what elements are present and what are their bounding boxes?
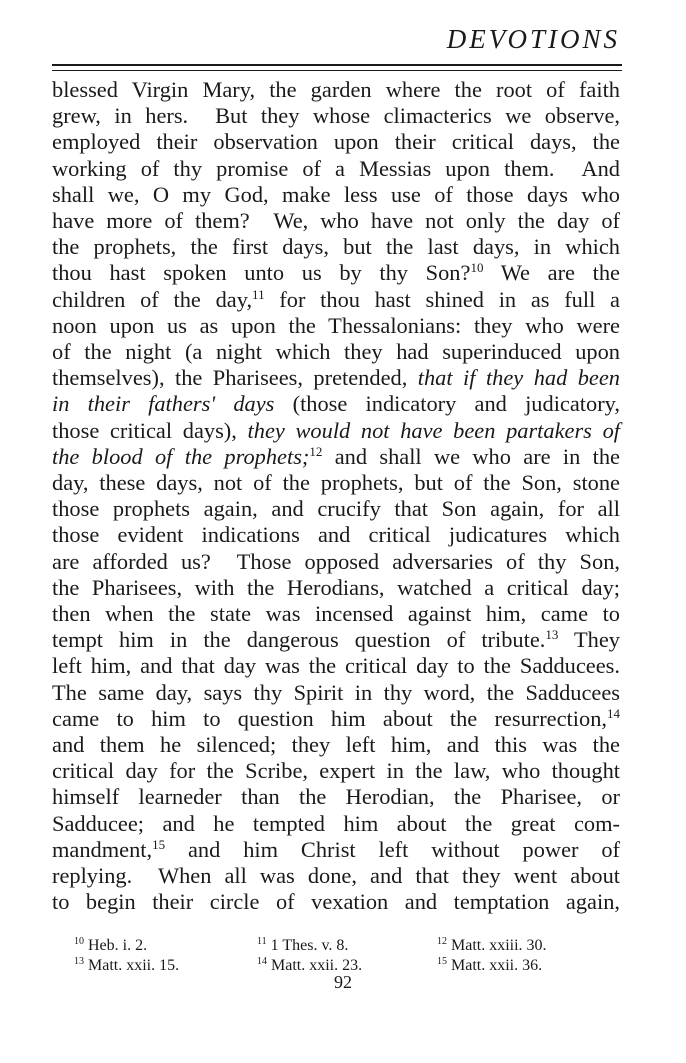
text-line <box>52 287 620 313</box>
text-run: for thou hast shined in as full a <box>264 286 620 312</box>
text-line <box>52 627 620 653</box>
text-run: and them he silenced; they left him, and this was the <box>52 732 620 758</box>
text-run: The same day, says thy Spirit in thy word, the Sadducees <box>52 679 620 705</box>
text-run: (those indicatory and judicatory, <box>274 391 620 417</box>
text-run: We are the <box>483 260 620 286</box>
text-run: themselves), the Pharisees, pretended, <box>52 365 418 391</box>
text-run: children of the day, <box>52 286 253 312</box>
text-line <box>52 182 620 208</box>
text-line <box>52 77 620 103</box>
text-run: replying. When all was done, and that they went about <box>52 863 620 889</box>
text-run: and shall we who are in the <box>322 443 620 469</box>
text-line <box>52 732 620 758</box>
footnote-text: Matt. xxii. 23. <box>271 957 363 974</box>
text-line <box>52 706 620 732</box>
footnote-12 <box>437 936 594 956</box>
note-reference: 12 <box>309 443 323 459</box>
text-run: himself learneder than the Herodian, the Pharisee, or <box>52 784 620 810</box>
text-line <box>52 208 620 234</box>
text-run: critical day for the Scribe, expert in the law, who thought <box>52 758 620 784</box>
text-line <box>52 889 620 915</box>
text-line <box>52 575 620 601</box>
text-line <box>52 601 620 627</box>
footnote-text: Matt. xxiii. 30. <box>451 937 547 954</box>
text-line <box>52 103 620 129</box>
footnote-marker: 12 <box>437 936 447 947</box>
footnote-marker: 15 <box>437 956 447 967</box>
text-run: shall we, O my God, make less use of those days who <box>52 181 620 207</box>
text-line <box>52 653 620 679</box>
italic-text: the blood of the prophets; <box>52 443 310 469</box>
text-line <box>52 234 620 260</box>
body-text <box>52 77 620 916</box>
text-run: working of thy promise of a Messias upon them. And <box>52 155 620 181</box>
text-run: blessed Virgin Mary, the garden where the root of faith <box>52 77 620 102</box>
text-run: to begin their circle of vexation and temptation again, <box>52 889 620 915</box>
text-run: employed their observation upon their critical days, the <box>52 129 620 155</box>
footnote-marker: 14 <box>257 956 267 967</box>
italic-text: in their fathers' days <box>52 391 275 417</box>
text-run: are afforded us? Those opposed adversaries of thy Son, <box>52 548 620 574</box>
text-run: of the night (a night which they had superinduced upon <box>52 339 620 365</box>
text-line <box>52 496 620 522</box>
footnote-row <box>74 936 594 956</box>
footnote-11 <box>257 936 437 956</box>
footnote-marker: 13 <box>74 956 84 967</box>
text-run: Sadducee; and he tempted him about the great com- <box>52 810 620 836</box>
note-reference: 14 <box>607 705 620 721</box>
text-run: those prophets again, and crucify that Son again, for all <box>52 496 620 522</box>
text-line <box>52 418 620 444</box>
text-line <box>52 863 620 889</box>
text-run: day, these days, not of the prophets, but of the Son, stone <box>52 470 620 496</box>
text-run: came to him to question him about the resurrection, <box>52 705 607 731</box>
text-line <box>52 156 620 182</box>
italic-text: that if they had been <box>417 365 621 391</box>
text-run: tempt him in the dangerous question of tribute. <box>52 627 546 653</box>
running-header: DEVOTIONS <box>446 24 620 54</box>
text-run: then when the state was incensed against him, came to <box>52 601 620 627</box>
text-line <box>52 837 620 863</box>
text-run: thou hast spoken unto us by thy Son? <box>52 260 471 286</box>
text-run: grew, in hers. But they whose climacterics we observe, <box>52 103 620 129</box>
text-run: and him Christ left without power of <box>165 836 620 862</box>
footnote-text: 1 Thes. v. 8. <box>270 937 349 954</box>
italic-text: they would not have been partakers of <box>247 417 620 443</box>
text-run: those critical days), <box>52 417 248 443</box>
text-line <box>52 522 620 548</box>
text-run: They <box>558 627 621 653</box>
text-run: the Pharisees, with the Herodians, watched a critical day; <box>52 574 620 600</box>
text-run: have more of them? We, who have not only the day of <box>52 208 620 234</box>
header-rule-thin <box>52 70 622 71</box>
text-run: left him, and that day was the critical day to the Sadducees. <box>52 653 620 679</box>
text-run: noon upon us as upon the Thessalonians: they who were <box>52 312 620 338</box>
footnote-marker: 10 <box>74 936 84 947</box>
text-line <box>52 784 620 810</box>
text-line <box>52 339 620 365</box>
text-line <box>52 470 620 496</box>
text-run: those evident indications and critical judicatures which <box>52 522 620 548</box>
text-run: the prophets, the first days, but the last days, in which <box>52 234 620 260</box>
note-reference: 13 <box>545 627 559 643</box>
note-reference: 10 <box>470 260 484 276</box>
text-line <box>52 680 620 706</box>
footnote-10 <box>74 936 257 956</box>
footnote-text: Matt. xxii. 15. <box>88 957 180 974</box>
footnotes <box>74 936 594 976</box>
text-line <box>52 313 620 339</box>
text-line <box>52 260 620 286</box>
footnote-marker: 11 <box>257 936 267 947</box>
text-line <box>52 444 620 470</box>
text-line <box>52 549 620 575</box>
footnote-text: Heb. i. 2. <box>88 937 148 954</box>
page-number: 92 <box>334 972 352 992</box>
header-rule-thick <box>52 64 622 66</box>
footnote-text: Matt. xxii. 36. <box>451 957 543 974</box>
text-line <box>52 129 620 155</box>
text-line <box>52 758 620 784</box>
note-reference: 11 <box>252 286 265 302</box>
text-line <box>52 365 620 391</box>
text-run: mandment, <box>52 836 153 862</box>
note-reference: 15 <box>152 836 166 852</box>
text-line <box>52 391 620 417</box>
text-line <box>52 811 620 837</box>
